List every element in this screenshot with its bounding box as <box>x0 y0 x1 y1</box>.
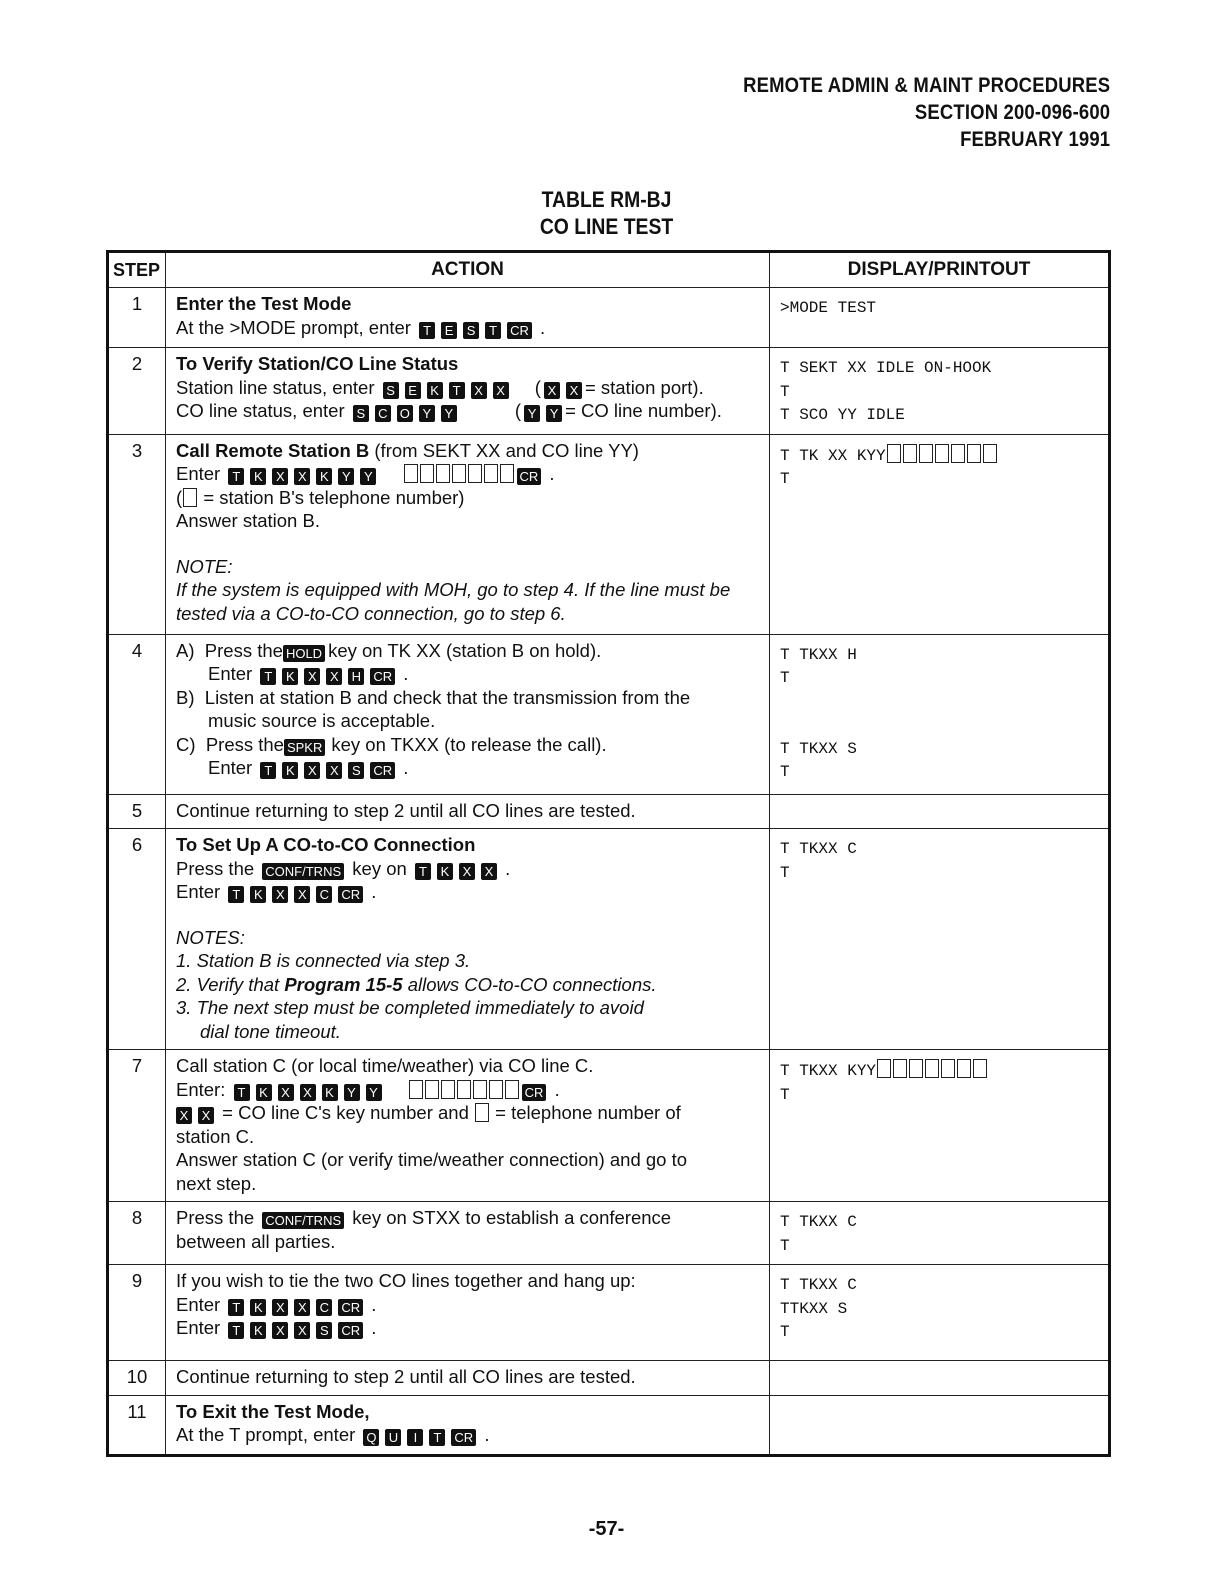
key-q: Q <box>363 1429 379 1446</box>
display-text: T TKXX KYY <box>780 1062 877 1080</box>
key-t: T <box>449 382 465 399</box>
action-line: Call station C (or local time/weather) via CO line C. <box>176 1055 594 1076</box>
action-text: Enter <box>176 1293 221 1315</box>
key-x: X <box>481 863 497 880</box>
table-row <box>108 829 1110 1050</box>
punctuation: . <box>371 881 377 902</box>
key-t: T <box>429 1429 445 1446</box>
display-cell <box>770 634 1110 794</box>
key-o: O <box>397 405 413 422</box>
action-column-header: ACTION <box>166 252 770 288</box>
action-line: Answer station C (or verify time/weather connection) and go to <box>176 1149 688 1170</box>
action-line: If you wish to tie the two CO lines together and hang up: <box>176 1270 636 1291</box>
key-t: T <box>419 322 435 339</box>
action-text: Listen at station B and check that the transmission from the <box>204 686 691 708</box>
display-line: T SCO YY IDLE <box>780 406 905 424</box>
punctuation: . <box>403 663 409 684</box>
key-x: X <box>198 1107 214 1124</box>
step-title: To Set Up A CO-to-CO Connection <box>176 834 476 855</box>
action-line: next step. <box>176 1172 257 1194</box>
program-reference: Program 15-5 <box>284 973 403 995</box>
key-cr: CR <box>338 886 363 903</box>
key-s: S <box>348 762 364 779</box>
action-text: (from SEKT XX and CO line YY) <box>369 439 639 461</box>
number-placeholder-boxes <box>403 463 515 484</box>
key-t: T <box>260 668 276 685</box>
display-line: T SEKT XX IDLE ON-HOOK <box>780 359 992 377</box>
step-number: 10 <box>108 1361 166 1396</box>
action-line: Answer station B. <box>176 510 320 531</box>
item-label: C) <box>176 733 196 755</box>
action-cell <box>166 288 770 348</box>
key-x: X <box>294 468 310 485</box>
table-name: CO LINE TEST <box>539 214 674 239</box>
key-x: X <box>459 863 475 880</box>
key-t: T <box>228 468 244 485</box>
key-t: T <box>234 1084 250 1101</box>
action-text: CO line status, enter <box>176 400 345 421</box>
table-row <box>108 1361 1110 1396</box>
key-k: K <box>250 886 266 903</box>
action-line <box>176 1101 761 1125</box>
note-item: 3. The next step must be completed immediately to avoid <box>176 997 644 1018</box>
key-cr: CR <box>517 468 542 485</box>
action-cell: Continue returning to step 2 until all CO lines are tested. <box>166 794 770 829</box>
action-line <box>176 857 761 881</box>
display-line: T TKXX S <box>780 739 857 758</box>
display-cell <box>770 288 1110 348</box>
key-t: T <box>228 1322 244 1339</box>
display-line: T <box>780 470 790 488</box>
action-text: Press the <box>176 857 255 879</box>
step-number: 4 <box>108 634 166 794</box>
key-cr: CR <box>338 1322 363 1339</box>
placeholder-box <box>183 488 197 507</box>
display-cell <box>770 829 1110 1050</box>
display-line <box>780 444 1100 469</box>
key-conf-trns: CONF/TRNS <box>262 863 344 880</box>
key-k: K <box>250 468 266 485</box>
action-cell <box>166 1265 770 1361</box>
display-line: T TKXX H <box>780 645 857 664</box>
key-k: K <box>282 762 298 779</box>
key-cr: CR <box>522 1084 547 1101</box>
action-line: between all parties. <box>176 1230 336 1252</box>
punctuation: . <box>505 857 511 879</box>
key-c: C <box>375 405 391 422</box>
table-header-row <box>108 252 1110 288</box>
action-cell <box>166 348 770 435</box>
key-conf-trns: CONF/TRNS <box>262 1212 344 1229</box>
action-line <box>176 1423 761 1447</box>
action-line <box>176 639 761 663</box>
action-text: At the T prompt, enter <box>176 1424 356 1445</box>
key-s: S <box>316 1322 332 1339</box>
display-cell <box>770 794 1110 829</box>
action-line <box>176 880 761 904</box>
punctuation: . <box>371 1317 377 1338</box>
key-c: C <box>316 1299 332 1316</box>
paren: ( <box>514 400 522 421</box>
item-label: A) <box>176 639 195 661</box>
display-cell <box>770 1395 1110 1455</box>
action-text: Enter <box>176 463 221 484</box>
action-cell <box>166 1395 770 1455</box>
key-k: K <box>316 468 332 485</box>
key-t: T <box>228 886 244 903</box>
punctuation: . <box>371 1293 377 1315</box>
action-line <box>176 686 761 710</box>
action-text: = CO line C's key number and <box>222 1102 469 1123</box>
key-x: X <box>176 1107 192 1124</box>
key-x: X <box>326 762 342 779</box>
procedure-table <box>106 250 1111 1457</box>
key-y: Y <box>344 1084 360 1101</box>
item-label: B) <box>176 686 195 708</box>
key-s: S <box>383 382 399 399</box>
action-text: key on <box>352 857 407 879</box>
key-k: K <box>427 382 443 399</box>
key-t: T <box>415 863 431 880</box>
key-y: Y <box>419 405 435 422</box>
step-number: 6 <box>108 829 166 1050</box>
display-cell <box>770 1050 1110 1202</box>
action-line <box>176 439 761 463</box>
document-header <box>693 72 1110 153</box>
header-section: SECTION 200-096-600 <box>914 101 1110 124</box>
display-cell <box>770 348 1110 435</box>
action-text: key on TK XX (station B on hold). <box>328 639 602 661</box>
step-number: 9 <box>108 1265 166 1361</box>
action-cell <box>166 1050 770 1202</box>
key-x: X <box>294 1322 310 1339</box>
table-row <box>108 1050 1110 1202</box>
action-line <box>176 1316 761 1340</box>
key-s: S <box>353 405 369 422</box>
step-title: Enter the Test Mode <box>176 293 352 314</box>
paren: ( <box>176 486 183 508</box>
placeholder-box <box>475 1103 489 1122</box>
number-placeholder-boxes <box>408 1079 520 1100</box>
display-line: TTKXX S <box>780 1299 848 1318</box>
key-y: Y <box>524 405 540 422</box>
step-number: 2 <box>108 348 166 435</box>
key-c: C <box>316 886 332 903</box>
key-x: X <box>294 886 310 903</box>
key-cr: CR <box>370 762 395 779</box>
key-x: X <box>278 1084 294 1101</box>
key-x: X <box>304 762 320 779</box>
action-line <box>176 1206 761 1230</box>
display-line: T <box>780 669 790 687</box>
notes-label: NOTES: <box>176 926 245 948</box>
action-text: Press the <box>205 733 284 755</box>
key-cr: CR <box>507 322 532 339</box>
step-number: 11 <box>108 1395 166 1455</box>
step-number: 7 <box>108 1050 166 1202</box>
key-cr: CR <box>370 668 395 685</box>
key-cr: CR <box>451 1429 476 1446</box>
step-title: To Exit the Test Mode, <box>176 1400 370 1422</box>
note-label: NOTE: <box>176 555 233 577</box>
table-id: TABLE RM-BJ <box>541 187 672 212</box>
key-s: S <box>463 322 479 339</box>
key-cr: CR <box>338 1299 363 1316</box>
action-text: key on TKXX (to release the call). <box>331 733 607 755</box>
punctuation: . <box>549 463 555 484</box>
key-y: Y <box>360 468 376 485</box>
table-row <box>108 434 1110 634</box>
punctuation: . <box>554 1078 560 1100</box>
key-e: E <box>405 382 421 399</box>
display-line: T <box>780 1323 790 1341</box>
note-item: 1. Station B is connected via step 3. <box>176 950 471 971</box>
table-row <box>108 634 1110 794</box>
action-cell <box>166 434 770 634</box>
display-line: T TKXX C <box>780 1276 857 1294</box>
display-line: T TKXX C <box>780 840 857 858</box>
display-line: >MODE TEST <box>780 299 877 317</box>
key-x: X <box>326 668 342 685</box>
note-item-continued: dial tone timeout. <box>200 1020 341 1042</box>
action-text: Press the <box>176 1207 255 1228</box>
punctuation: . <box>484 1424 490 1445</box>
key-t: T <box>485 322 501 339</box>
step-number: 3 <box>108 434 166 634</box>
key-i: I <box>407 1429 423 1446</box>
display-line: T <box>780 1236 790 1255</box>
action-text: At the >MODE prompt, enter <box>176 316 411 338</box>
key-k: K <box>250 1299 266 1316</box>
key-x: X <box>300 1084 316 1101</box>
action-line <box>176 376 761 400</box>
table-row <box>108 1395 1110 1455</box>
step-title: Call Remote Station B <box>176 439 370 461</box>
key-x: X <box>544 382 560 399</box>
page-number: -57- <box>588 1518 625 1540</box>
display-text: T TK XX KYY <box>780 446 886 465</box>
display-line: T <box>780 1085 790 1104</box>
table-row <box>108 794 1110 829</box>
display-cell <box>770 1202 1110 1265</box>
key-x: X <box>304 668 320 685</box>
note-text: If the system is equipped with MOH, go to step 4. If the line must be tested via a CO-to-CO connection, go to step 6. <box>176 579 731 624</box>
step-number: 5 <box>108 794 166 829</box>
action-line <box>176 316 761 340</box>
step-column-header: STEP <box>108 252 166 288</box>
punctuation: . <box>540 316 546 338</box>
action-cell: Continue returning to step 2 until all CO lines are tested. <box>166 1361 770 1396</box>
display-line: T <box>780 763 790 781</box>
key-spkr: SPKR <box>284 739 325 756</box>
key-hold: HOLD <box>283 645 325 662</box>
table-title <box>0 186 1213 240</box>
key-k: K <box>282 668 298 685</box>
key-x: X <box>566 382 582 399</box>
action-text: = station B's telephone number) <box>203 486 465 508</box>
key-x: X <box>272 1299 288 1316</box>
note-text: 2. Verify that <box>176 973 285 995</box>
step-title: To Verify Station/CO Line Status <box>176 353 459 374</box>
action-cell <box>166 634 770 794</box>
step-number: 1 <box>108 288 166 348</box>
action-text: = CO line number). <box>565 400 722 421</box>
key-x: X <box>272 886 288 903</box>
action-line <box>176 1078 761 1102</box>
action-text: Enter <box>176 881 221 902</box>
key-x: X <box>294 1299 310 1316</box>
display-column-header: DISPLAY/PRINTOUT <box>770 252 1110 288</box>
action-line <box>176 733 761 757</box>
key-x: X <box>272 1322 288 1339</box>
key-u: U <box>385 1429 401 1446</box>
action-text: Enter <box>208 757 253 778</box>
action-text: key on STXX to establish a conference <box>352 1207 672 1228</box>
action-line <box>176 756 761 780</box>
key-t: T <box>260 762 276 779</box>
action-text: Enter: <box>176 1078 226 1100</box>
action-line <box>176 1293 761 1317</box>
table-row <box>108 288 1110 348</box>
key-e: E <box>441 322 457 339</box>
key-y: Y <box>338 468 354 485</box>
display-cell <box>770 1265 1110 1361</box>
key-k: K <box>250 1322 266 1339</box>
key-k: K <box>256 1084 272 1101</box>
action-line <box>176 399 761 423</box>
number-placeholder-boxes <box>876 1062 988 1080</box>
action-line <box>176 662 761 686</box>
number-placeholder-boxes <box>886 447 998 465</box>
step-number: 8 <box>108 1202 166 1265</box>
key-x: X <box>493 382 509 399</box>
action-text: Enter <box>176 1317 221 1338</box>
action-line <box>176 486 761 510</box>
action-text: = station port). <box>584 376 704 398</box>
action-text: Press the <box>204 639 283 661</box>
display-line <box>780 1059 1100 1084</box>
key-h: H <box>348 668 364 685</box>
key-k: K <box>322 1084 338 1101</box>
table-row <box>108 1202 1110 1265</box>
action-text: Station line status, enter <box>176 376 375 398</box>
key-y: Y <box>366 1084 382 1101</box>
note-text: allows CO-to-CO connections. <box>402 973 657 995</box>
paren: ( <box>534 376 541 398</box>
display-line: T <box>780 863 790 882</box>
key-x: X <box>471 382 487 399</box>
action-cell <box>166 829 770 1050</box>
action-text: = telephone number of <box>495 1102 681 1123</box>
key-t: T <box>228 1299 244 1316</box>
action-cell <box>166 1202 770 1265</box>
table-row <box>108 348 1110 435</box>
key-y: Y <box>441 405 457 422</box>
note-item <box>176 973 761 997</box>
display-line: T <box>780 382 790 401</box>
table-row <box>108 1265 1110 1361</box>
key-k: K <box>437 863 453 880</box>
action-line: station C. <box>176 1125 255 1147</box>
display-cell <box>770 434 1110 634</box>
key-x: X <box>272 468 288 485</box>
header-title: REMOTE ADMIN & MAINT PROCEDURES <box>742 74 1110 97</box>
action-line: music source is acceptable. <box>208 710 436 731</box>
action-line <box>176 462 761 486</box>
header-date: FEBRUARY 1991 <box>959 128 1110 151</box>
display-cell <box>770 1361 1110 1396</box>
key-y: Y <box>546 405 562 422</box>
punctuation: . <box>403 757 409 778</box>
action-text: Enter <box>208 663 253 684</box>
display-line: T TKXX C <box>780 1213 857 1231</box>
